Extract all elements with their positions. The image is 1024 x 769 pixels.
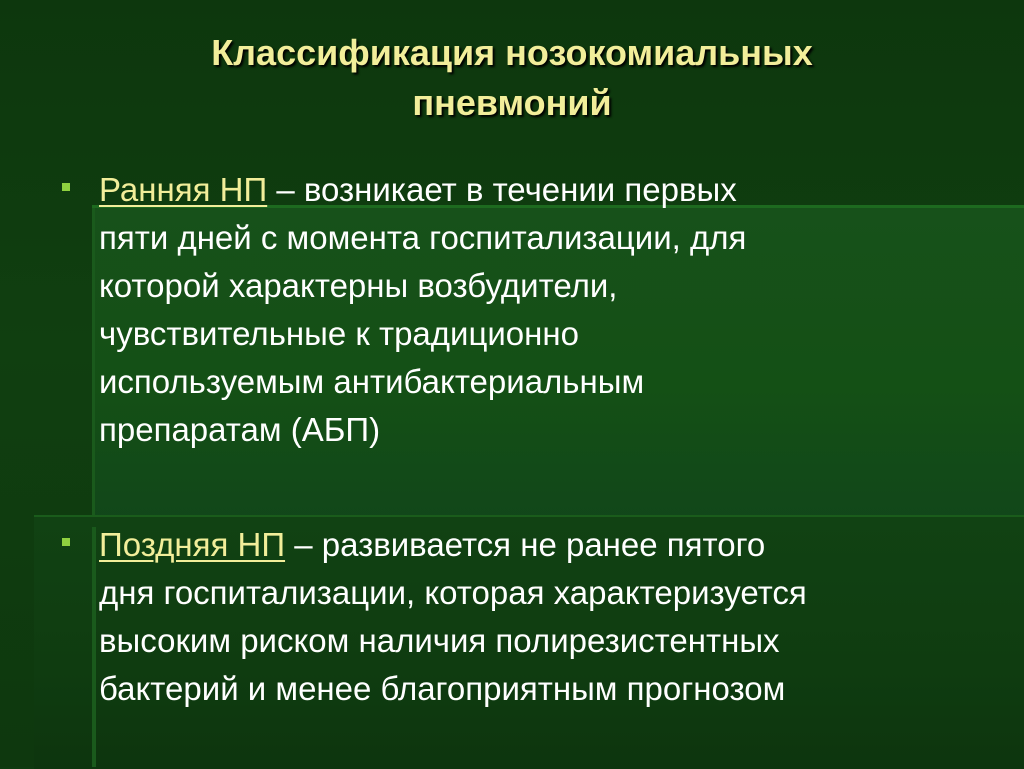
bullet-line: высоким риском наличия полирезистентных bbox=[99, 622, 780, 659]
square-bullet-icon bbox=[62, 183, 70, 191]
background-panel-edge bbox=[92, 527, 96, 767]
bullet-line: бактерий и менее благоприятным прогнозом bbox=[99, 670, 786, 707]
bullet-text-segment: – возникает в течении первых bbox=[267, 171, 737, 208]
bullet-line: которой характерны возбудители, bbox=[99, 267, 618, 304]
slide-title-line-1: Классификация нозокомиальных bbox=[211, 32, 813, 73]
square-bullet-icon bbox=[62, 538, 70, 546]
slide-title bbox=[60, 28, 964, 128]
term-early: Ранняя НП bbox=[99, 171, 268, 208]
term-late: Поздняя НП bbox=[99, 526, 286, 563]
slide-title-line-2: пневмоний bbox=[412, 82, 612, 123]
bullet-line bbox=[99, 166, 979, 214]
bullet-line bbox=[99, 521, 979, 569]
bullet-line: пяти дней с момента госпитализации, для bbox=[99, 219, 747, 256]
bullet-line: препаратам (АБП) bbox=[99, 411, 381, 448]
bullet-text-segment: – развивается не ранее пятого bbox=[285, 526, 766, 563]
bullet-text-late bbox=[99, 521, 979, 713]
bullet-line: дня госпитализации, которая характеризуется bbox=[99, 574, 807, 611]
bullet-line: используемым антибактериальным bbox=[99, 363, 645, 400]
bullet-text-early bbox=[99, 166, 979, 454]
bullet-line: чувствительные к традиционно bbox=[99, 315, 579, 352]
